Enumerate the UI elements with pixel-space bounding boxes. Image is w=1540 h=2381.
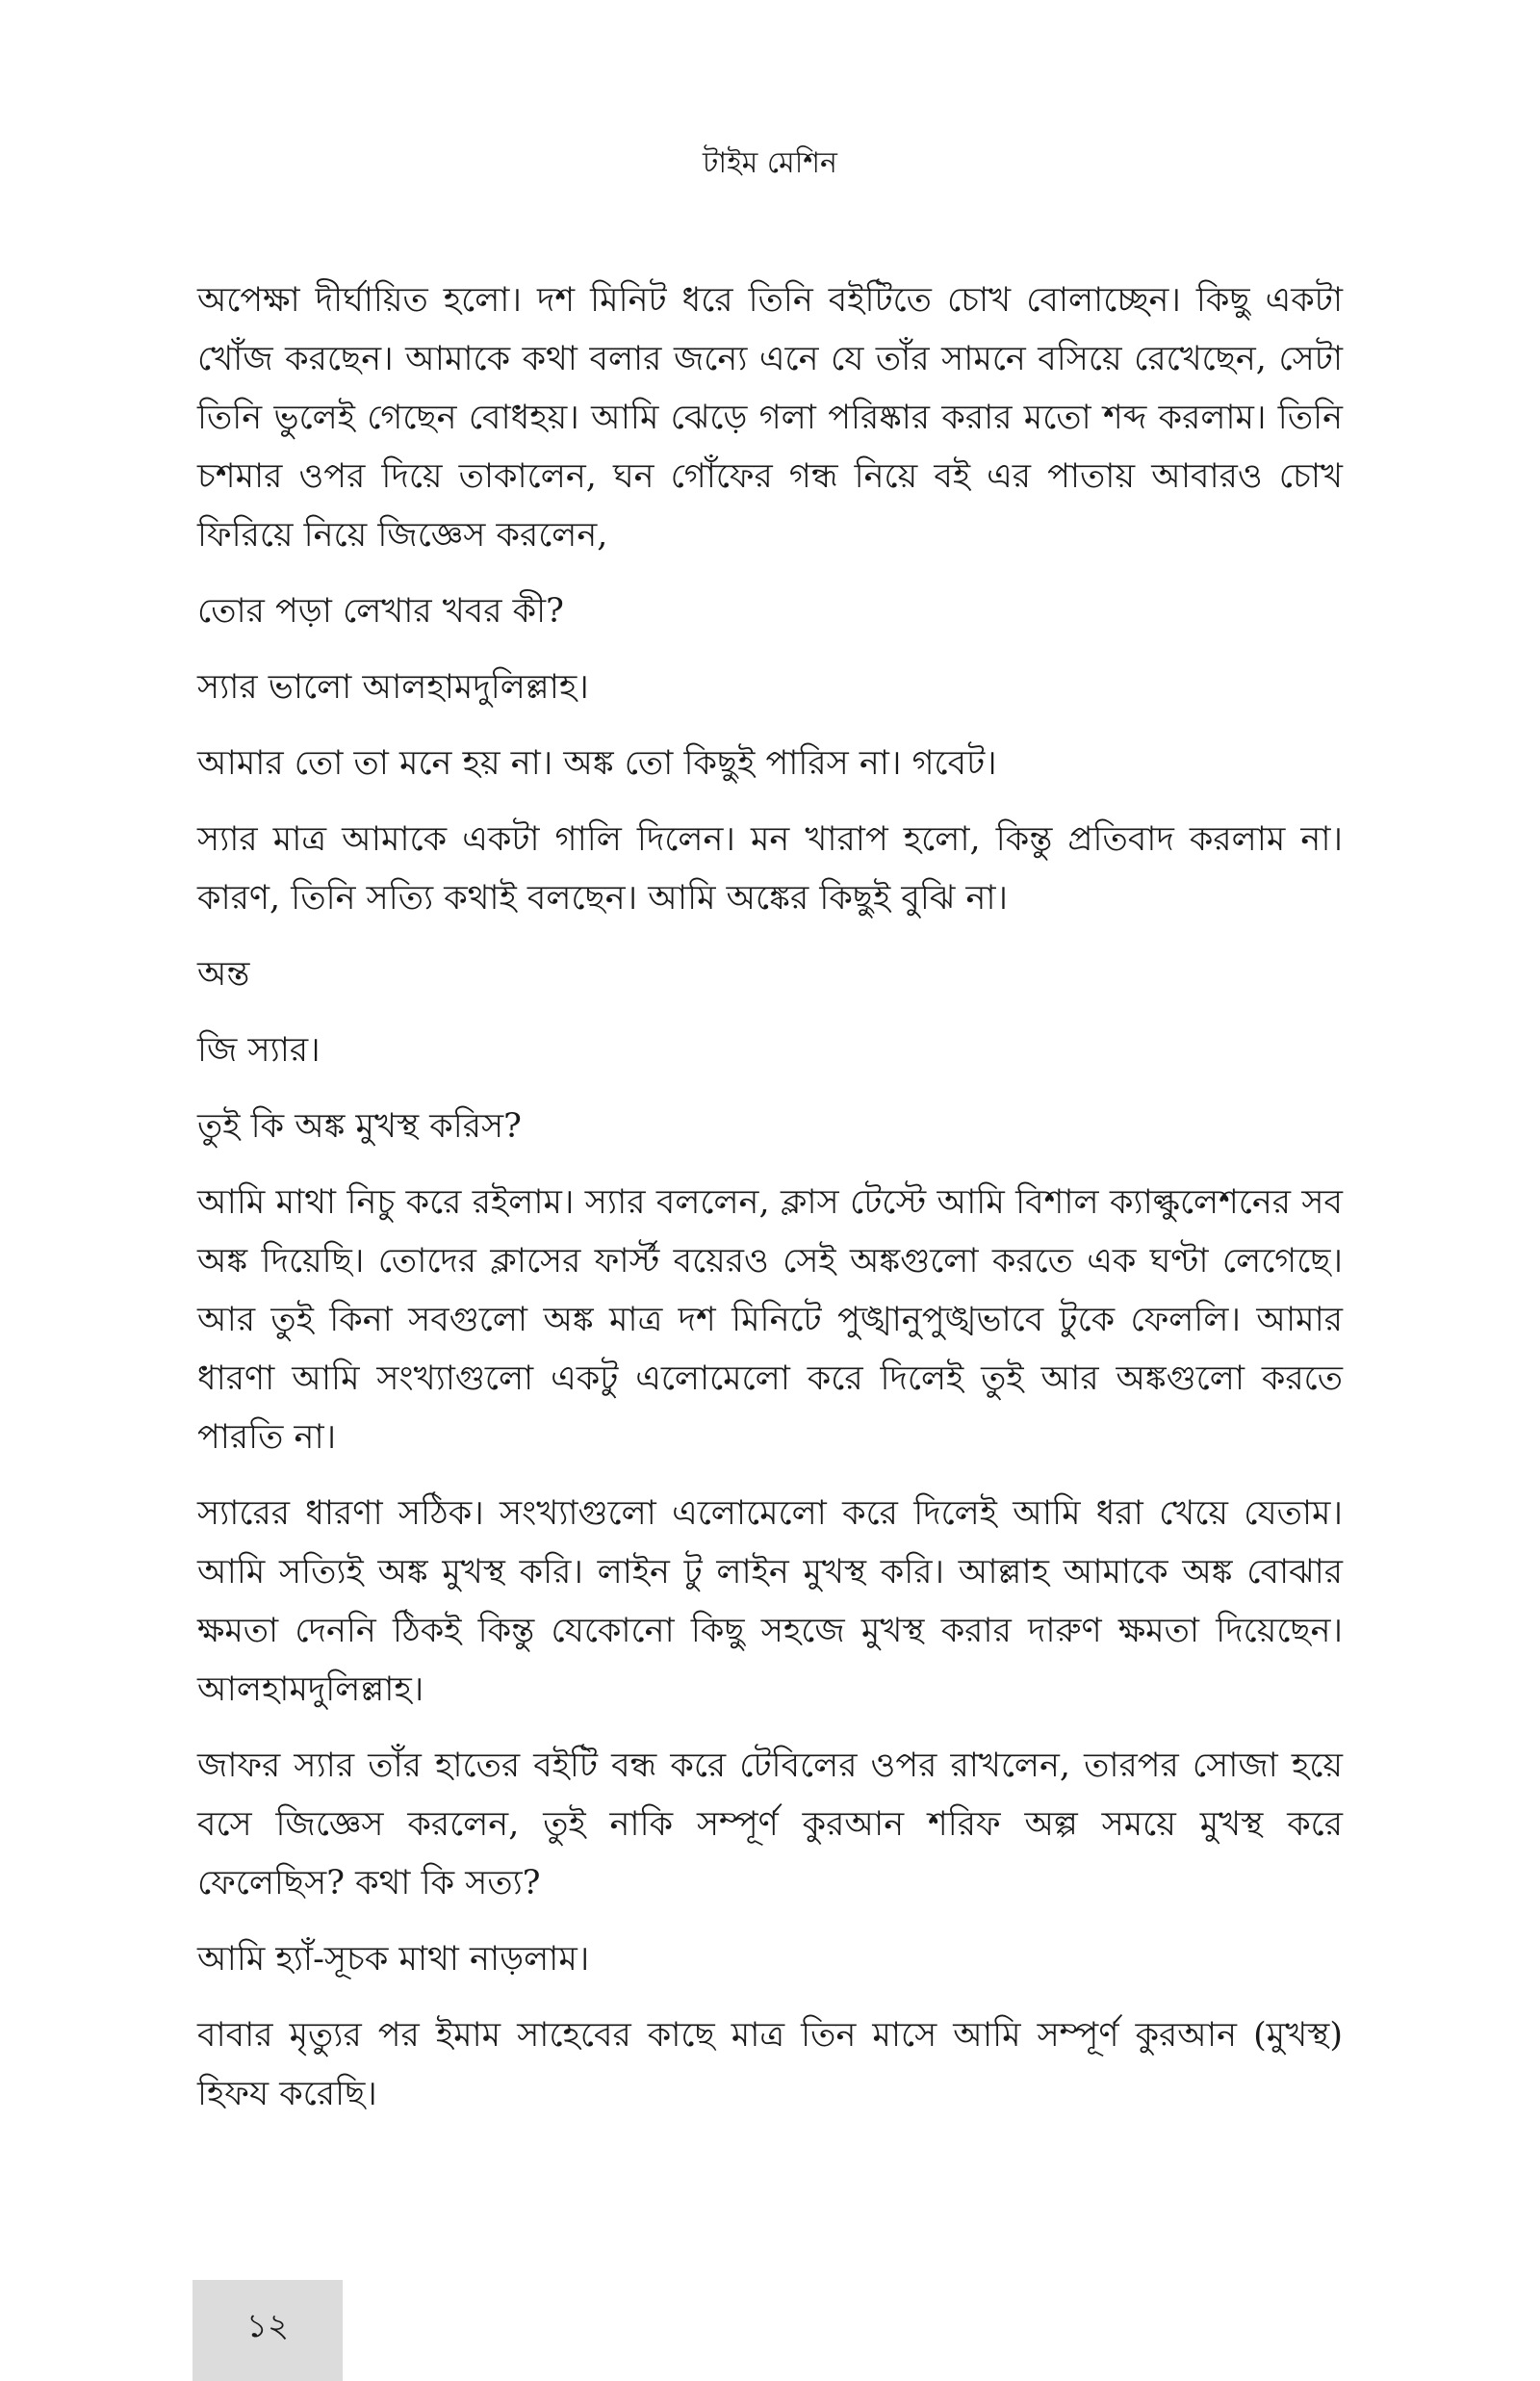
page-number-box xyxy=(192,2280,343,2381)
body-text xyxy=(197,272,1343,2141)
paragraph: জি স্যার। xyxy=(197,1031,321,1070)
paragraph: স্যারের ধারণা সঠিক। সংখ্যাগুলো এলোমেলো করে দিলেই আমি ধরা খেয়ে যেতাম। আমি সত্যিই অঙ্ক মুখস্থ করি। লাইন টু লাইন মুখস্থ করি। আল্লাহ আমাকে অঙ্ক বোঝার ক্ষমতা দেননি ঠিকই কিন্তু যেকোনো কিছু সহজে মুখস্থ করার দারুণ ক্ষমতা দিয়েছেন। আলহামদুলিল্লাহ। xyxy=(197,1494,1343,1709)
paragraph: আমি হ্যাঁ-সূচক মাথা নাড়লাম। xyxy=(197,1940,590,1979)
page-number: ১২ xyxy=(245,2307,290,2345)
paragraph: তোর পড়া লেখার খবর কী? xyxy=(197,592,564,631)
paragraph: আমার তো তা মনে হয় না। অঙ্ক তো কিছুই পারিস না। গবেট। xyxy=(197,744,997,783)
paragraph: স্যার মাত্র আমাকে একটা গালি দিলেন। মন খারাপ হলো, কিন্তু প্রতিবাদ করলাম না। কারণ, তিনি সত্যি কথাই বলছেন। আমি অঙ্কের কিছুই বুঝি না। xyxy=(197,820,1343,918)
paragraph: স্যার ভালো আলহামদুলিল্লাহ। xyxy=(197,668,589,707)
paragraph: জাফর স্যার তাঁর হাতের বইটি বন্ধ করে টেবিলের ওপর রাখলেন, তারপর সোজা হয়ে বসে জিজ্ঞেস করলেন, তুই নাকি সম্পূর্ণ কুরআন শরিফ অল্প সময়ে মুখস্থ করে ফেলেছিস? কথা কি সত্য? xyxy=(197,1747,1343,1902)
running-header-title: টাইম মেশিন xyxy=(703,146,837,180)
paragraph: বাবার মৃত্যুর পর ইমাম সাহেবের কাছে মাত্র তিন মাসে আমি সম্পূর্ণ কুরআন (মুখস্থ) হিফয করেছি। xyxy=(197,2016,1343,2113)
paragraph: আমি মাথা নিচু করে রইলাম। স্যার বললেন, ক্লাস টেস্টে আমি বিশাল ক্যাল্কুলেশনের সব অঙ্ক দিয়েছি। তোদের ক্লাসের ফার্স্ট বয়েরও সেই অঙ্কগুলো করতে এক ঘণ্টা লেগেছে। আর তুই কিনা সবগুলো অঙ্ক মাত্র দশ মিনিটে পুঙ্খানুপুঙ্খভাবে টুকে ফেললি। আমার ধারণা আমি সংখ্যাগুলো একটু এলোমেলো করে দিলেই তুই আর অঙ্কগুলো করতে পারতি না। xyxy=(197,1183,1343,1457)
paragraph: অপেক্ষা দীর্ঘায়িত হলো। দশ মিনিট ধরে তিনি বইটিতে চোখ বোলাচ্ছেন। কিছু একটা খোঁজ করছেন। আমাকে কথা বলার জন্যে এনে যে তাঁর সামনে বসিয়ে রেখেছেন, সেটা তিনি ভুলেই গেছেন বোধহয়। আমি ঝেড়ে গলা পরিষ্কার করার মতো শব্দ করলাম। তিনি চশমার ওপর দিয়ে তাকালেন, ঘন গোঁফের গন্ধ নিয়ে বই এর পাতায় আবারও চোখ ফিরিয়ে নিয়ে জিজ্ঞেস করলেন, xyxy=(197,281,1343,555)
paragraph: অন্ত xyxy=(197,955,250,994)
paragraph: তুই কি অঙ্ক মুখস্থ করিস? xyxy=(197,1107,522,1146)
